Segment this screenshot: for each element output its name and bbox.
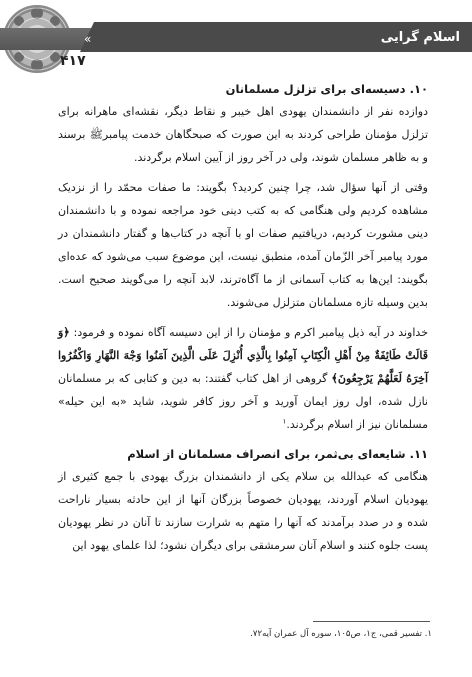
paragraph-with-verse: [58, 321, 428, 436]
paragraph: هنگامی که عبدالله بن سلام یکی از دانشمندان بزرگ یهودی با جمع کثیری از یهودیان اسلام آوردند، یهودیان خصوصاً بزرگان آنها از این حادثه بسیار ناراحت شده و در صدد برآمدند که آنها را متهم به شرارت سازند تا آنان در نظر یهودیان پست جلوه کنند و اسلام آنان سرمشقی برای دیگران نشود؛ لذا علمای یهود این: [58, 470, 428, 552]
footnote-reference[interactable]: ۱: [282, 417, 287, 426]
page-number: ۴۱۷: [60, 53, 86, 69]
running-header-title: اسلام گرایی: [380, 30, 460, 45]
quran-verse: ﴿وَ قَالَتْ طَائِفَةٌ مِنْ أَهْلِ الْكِتَابِ آمِنُوا بِالَّذِي أُنْزِلَ عَلَى الَّذِينَ آمَنُوا وَجْهَ النَّهَارِ وَاكْفُرُوا آخِرَهُ لَعَلَّهُمْ يَرْجِعُونَ﴾: [58, 326, 428, 385]
section-heading-11: ۱۱. شایعه‌ای بی‌ثمر، برای انصراف مسلمانان از اسلام: [127, 447, 428, 461]
verse-intro: خداوند در آیه ذیل پیامبر اکرم و مؤمنان را از این دسیسه آگاه نموده و فرمود:: [69, 326, 428, 339]
page-body: [58, 78, 428, 557]
paragraph: دوازده نفر از دانشمندان یهودی اهل خیبر و نقاط دیگر، نقشه‌ای ماهرانه برای تزلزل مؤمنان طراحی کردند به این صورت که صبحگاهان خدمت پیامبرﷺ برسند و به ظاهر مسلمان شوند، ولی در آخر روز از آیین اسلام برگردند.: [58, 105, 428, 164]
footnote-divider: [313, 621, 430, 622]
verse-translation: گروهی از اهل کتاب گفتند: به دین و کتابی که بر مسلمانان نازل شده، اول روز ایمان آورید و آخر روز کافر شوید، شاید «به این حیله» مسلمانان نیز از اسلام برگردند.: [58, 372, 428, 431]
header-chevron: «: [84, 32, 92, 46]
section-heading-10: ۱۰. دسیسه‌ای برای تزلزل مسلمانان: [225, 82, 428, 96]
paragraph: وقتی از آنها سؤال شد، چرا چنین کردید؟ بگویند: ما صفات محمّد را از نزدیک مشاهده کردیم ولی هنگامی که به کتب دینی خود مراجعه نموده و با دانشمندان دینی مشورت کردیم، دریافتیم صفات او با آنچه در کتاب‌ها و گفتار دانشمندان در مورد پیامبر آخر الزّمان آمده، منطبق نیست، این موضوع سبب می‌شود که عده‌ای بگویند: این‌ها به کتاب آسمانی از ما آگاه‌ترند، لابد آنچه را می‌گویند صحیح است. بدین وسیله تازه مسلمانان متزلزل می‌شوند.: [58, 181, 428, 309]
footnote: ۱. تفسیر قمی، ج۱، ص۱۰۵، سوره آل عمران آیه۷۲.: [250, 629, 432, 639]
